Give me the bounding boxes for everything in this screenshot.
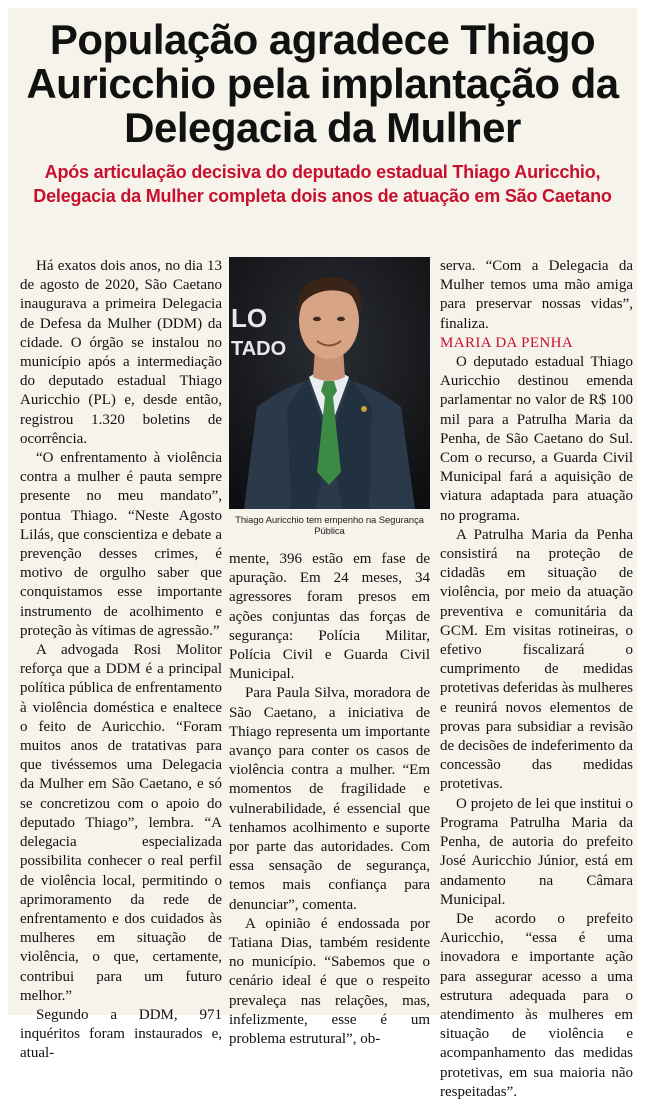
subheadline: Após articulação decisiva do deputado estadual Thiago Auricchio, Delegacia da Mulher completa dois anos de atuação em São Caetano [33,162,612,206]
paragraph: De acordo o prefeito Auricchio, “essa é uma inovadora e importante ação para assegurar acesso a uma estrutura adequada para o atendimento às mulheres em situação de violência e acompanhamento das medidas protetivas, em sua maioria não respeitadas”. [440,910,633,1100]
photo-caption: Thiago Auricchio tem empenho na Segurança Pública [235,515,424,537]
paragraph: A opinião é endossada por Tatiana Dias, também residente no município. “Sabemos que o cenário ideal é que o respeito prevaleça nas relações, mas, infelizmente, esse é um problema estrutural”, ob- [229,915,430,1048]
paragraph: A Patrulha Maria da Penha consistirá na proteção de cidadãs em situação de violência, por meio da atuação preventiva e comunitária da GCM. Em visitas rotineiras, o efetivo fiscalizará o cumprimento de medidas protetivas deferidas às mulheres e reunirá novos elementos de provas para subsidiar a revisão de decisões de indeferimento da concessão das medidas protetivas. [440,526,633,793]
article-column-1 [20,257,222,1064]
newspaper-page [8,8,637,1100]
paragraph: O deputado estadual Thiago Auricchio destinou emenda parlamentar no valor de R$ 100 mil para a Patrulha Maria da Penha, de São Caetano do Sul. Com o recurso, a Guarda Civil Municipal fará a aquisição de viatura adaptada para atuação no programa. [440,354,633,524]
paragraph: Segundo a DDM, 971 inquéritos foram instaurados e, atual- [20,1006,222,1062]
paragraph: Para Paula Silva, moradora de São Caetano, a iniciativa de Thiago representa um importante avanço para conter os casos de violência contra a mulher. “Em momentos de fragilidade e vulnerabilidade, é essencial que tenhamos acolhimento e suporte por parte das autoridades. Com essa sensação de segurança, temos mais confiança para denunciar”, comenta. [229,685,430,913]
svg-text:TADO: TADO [231,338,287,360]
svg-text:LO: LO [231,303,268,333]
paragraph: mente, 396 estão em fase de apuração. Em 24 meses, 34 agressores foram presos em ações conjuntas das forças de segurança: Polícia Militar, Polícia Civil e Guarda Civil Municipal. [229,551,430,683]
paragraph: A advogada Rosi Molitor reforça que a DDM é a principal política pública de enfrentamento à violência doméstica e enaltece o feito de Auricchio. “Foram muitos anos de tratativas para que tivéssemos uma Delegacia da Mulher em São Caetano, e só se concretizou com o apoio do deputado Thiago”, lembra. “A delegacia especializada possibilita conhecer o real perfil de violência local, permitindo o aprimoramento da rede de enfrentamento e dos cuidados às mulheres em situação de violência, o que, certamente, contribui para um futuro melhor.” [20,642,222,1004]
article-column-2 [229,550,430,1049]
article-column-3 [440,257,633,1102]
paragraph: O projeto de lei que institui o Programa Patrulha Maria da Penha, de autoria do prefeito José Auricchio Júnior, está em andamento na Câmara Municipal. [440,795,633,908]
portrait-photo [229,257,430,509]
headline: População agradece Thiago Auricchio pela implantação da Delegacia da Mulher [26,16,619,151]
paragraph: serva. “Com a Delegacia da Mulher temos uma mão amiga para preservar nossas vidas”, finaliza. [440,258,633,332]
paragraph: Há exatos dois anos, no dia 13 de agosto de 2020, São Caetano inaugurava a primeira Delegacia de Defesa da Mulher (DDM) da cidade. O órgão se instalou no município após a intermediação do deputado estadual Thiago Auricchio (PL) e, desde então, registrou 1.320 boletins de ocorrência. [20,258,222,447]
photo-block [229,257,430,537]
section-title: MARIA DA PENHA [440,334,574,351]
portrait-illustration [229,257,430,509]
paragraph: “O enfrentamento à violência contra a mulher é pauta sempre presente no meu mandato”, pontua Thiago. “Neste Agosto Lilás, que conscientiza e debate a prevenção desses crimes, é motivo de orgulho saber que conquistamos esse importante instrumento de acolhimento e proteção às vítimas de agressão.” [20,450,222,639]
